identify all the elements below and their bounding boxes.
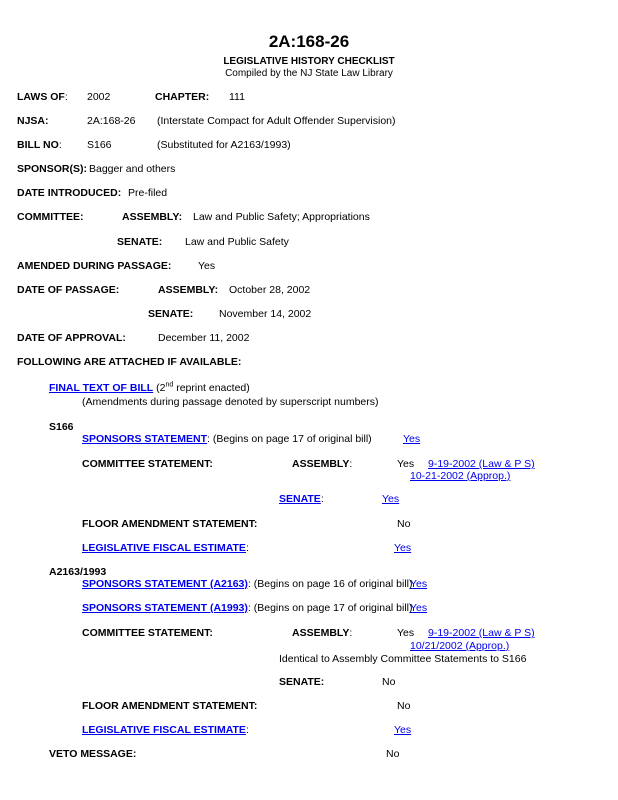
s166-floor-amendment-value: No [397, 518, 411, 530]
amended-value: Yes [198, 260, 216, 272]
page-title: 2A:168-26 [268, 32, 350, 51]
s166-assembly-law-link[interactable]: 9-19-2002 (Law & P S) [428, 458, 535, 470]
committee-senate-value: Law and Public Safety [185, 236, 289, 248]
a1993-sponsors-yes-link[interactable]: Yes [410, 602, 428, 614]
checklist-heading: LEGISLATIVE HISTORY CHECKLIST [223, 56, 395, 67]
bill-no-note: (Substituted for A2163/1993) [157, 139, 291, 151]
a2163-assembly-approp-link[interactable]: 10/21/2002 (Approp.) [410, 640, 510, 652]
chapter-value: 111 [229, 91, 245, 103]
date-introduced-label: DATE INTRODUCED: [17, 187, 122, 199]
a2163-sponsors-statement-link[interactable]: SPONSORS STATEMENT (A2163) [82, 578, 248, 590]
veto-message-label: VETO MESSAGE: [49, 748, 137, 760]
s166-assembly-label: ASSEMBLY: [292, 458, 353, 470]
s166-floor-amendment-label: FLOOR AMENDMENT STATEMENT: [82, 518, 258, 530]
passage-assembly-label: ASSEMBLY: [158, 284, 219, 296]
a2163-committee-label: COMMITTEE STATEMENT: [82, 627, 213, 639]
attached-heading: FOLLOWING ARE ATTACHED IF AVAILABLE: [17, 356, 242, 368]
amended-label: AMENDED DURING PASSAGE: [17, 260, 172, 272]
final-text-row: FINAL TEXT OF BILL (2nd reprint enacted) [49, 381, 250, 394]
a2163-floor-amendment-value: No [397, 700, 411, 712]
date-of-passage-label: DATE OF PASSAGE: [17, 284, 120, 296]
s166-committee-label: COMMITTEE STATEMENT: [82, 458, 213, 470]
njsa-description: (Interstate Compact for Adult Offender Supervision) [157, 115, 396, 127]
passage-senate-date: November 14, 2002 [219, 308, 312, 320]
a2163-assembly-yes: Yes [397, 627, 415, 639]
amendments-note: (Amendments during passage denoted by superscript numbers) [82, 396, 379, 408]
a2163-floor-amendment-label: FLOOR AMENDMENT STATEMENT: [82, 700, 258, 712]
sponsors-label: SPONSOR(S): [17, 163, 88, 175]
a2163-fiscal-estimate-link[interactable]: LEGISLATIVE FISCAL ESTIMATE [82, 724, 246, 736]
laws-of-label: LAWS OF: [17, 91, 68, 103]
a2163-senate-label: SENATE: [279, 676, 325, 688]
bill-no-label: BILL NO: [17, 139, 62, 151]
a2163-assembly-law-link[interactable]: 9-19-2002 (Law & P S) [428, 627, 535, 639]
committee-assembly-value: Law and Public Safety; Appropriations [193, 211, 370, 223]
s166-sponsors-yes-link[interactable]: Yes [403, 433, 421, 445]
s166-fiscal-row: LEGISLATIVE FISCAL ESTIMATE: [82, 542, 249, 554]
identical-note: Identical to Assembly Committee Statements to S166 [279, 653, 527, 665]
a2163-fiscal-row: LEGISLATIVE FISCAL ESTIMATE: [82, 724, 249, 736]
s166-senate-link[interactable]: SENATE [279, 493, 321, 505]
committee-label: COMMITTEE: [17, 211, 84, 223]
s166-senate-yes-link[interactable]: Yes [382, 493, 400, 505]
committee-senate-label: SENATE: [117, 236, 163, 248]
final-text-link[interactable]: FINAL TEXT OF BILL [49, 382, 154, 394]
date-of-approval-label: DATE OF APPROVAL: [17, 332, 126, 344]
veto-message-value: No [386, 748, 400, 760]
chapter-label: CHAPTER: [155, 91, 210, 103]
bill-no-value: S166 [87, 139, 112, 151]
laws-of-value: 2002 [87, 91, 111, 103]
a2163-sponsors-yes-link[interactable]: Yes [410, 578, 428, 590]
passage-assembly-date: October 28, 2002 [229, 284, 311, 296]
njsa-label: NJSA: [17, 115, 49, 127]
compiled-by: Compiled by the NJ State Law Library [225, 68, 393, 79]
a2163-assembly-label: ASSEMBLY: [292, 627, 353, 639]
passage-senate-label: SENATE: [148, 308, 194, 320]
s166-heading: S166 [49, 421, 74, 433]
sponsors-value: Bagger and others [89, 163, 176, 175]
s166-fiscal-yes-link[interactable]: Yes [394, 542, 412, 554]
s166-sponsors-row: SPONSORS STATEMENT: (Begins on page 17 of original bill) [82, 433, 372, 445]
a2163-heading: A2163/1993 [49, 566, 107, 578]
s166-senate-row: SENATE: [279, 493, 324, 505]
date-introduced-value: Pre-filed [128, 187, 168, 199]
s166-assembly-approp-link[interactable]: 10-21-2002 (Approp.) [410, 470, 511, 482]
s166-sponsors-statement-link[interactable]: SPONSORS STATEMENT [82, 433, 208, 445]
s166-assembly-yes: Yes [397, 458, 415, 470]
committee-assembly-label: ASSEMBLY: [122, 211, 183, 223]
a2163-senate-value: No [382, 676, 396, 688]
a1993-sponsors-statement-link[interactable]: SPONSORS STATEMENT (A1993) [82, 602, 248, 614]
s166-fiscal-estimate-link[interactable]: LEGISLATIVE FISCAL ESTIMATE [82, 542, 246, 554]
date-of-approval-value: December 11, 2002 [158, 332, 250, 344]
a2163-sponsors-row: SPONSORS STATEMENT (A2163): (Begins on page 16 of original bill) [82, 578, 413, 590]
a1993-sponsors-row: SPONSORS STATEMENT (A1993): (Begins on page 17 of original bill) [82, 602, 413, 614]
njsa-value: 2A:168-26 [87, 115, 136, 127]
a2163-fiscal-yes-link[interactable]: Yes [394, 724, 412, 736]
